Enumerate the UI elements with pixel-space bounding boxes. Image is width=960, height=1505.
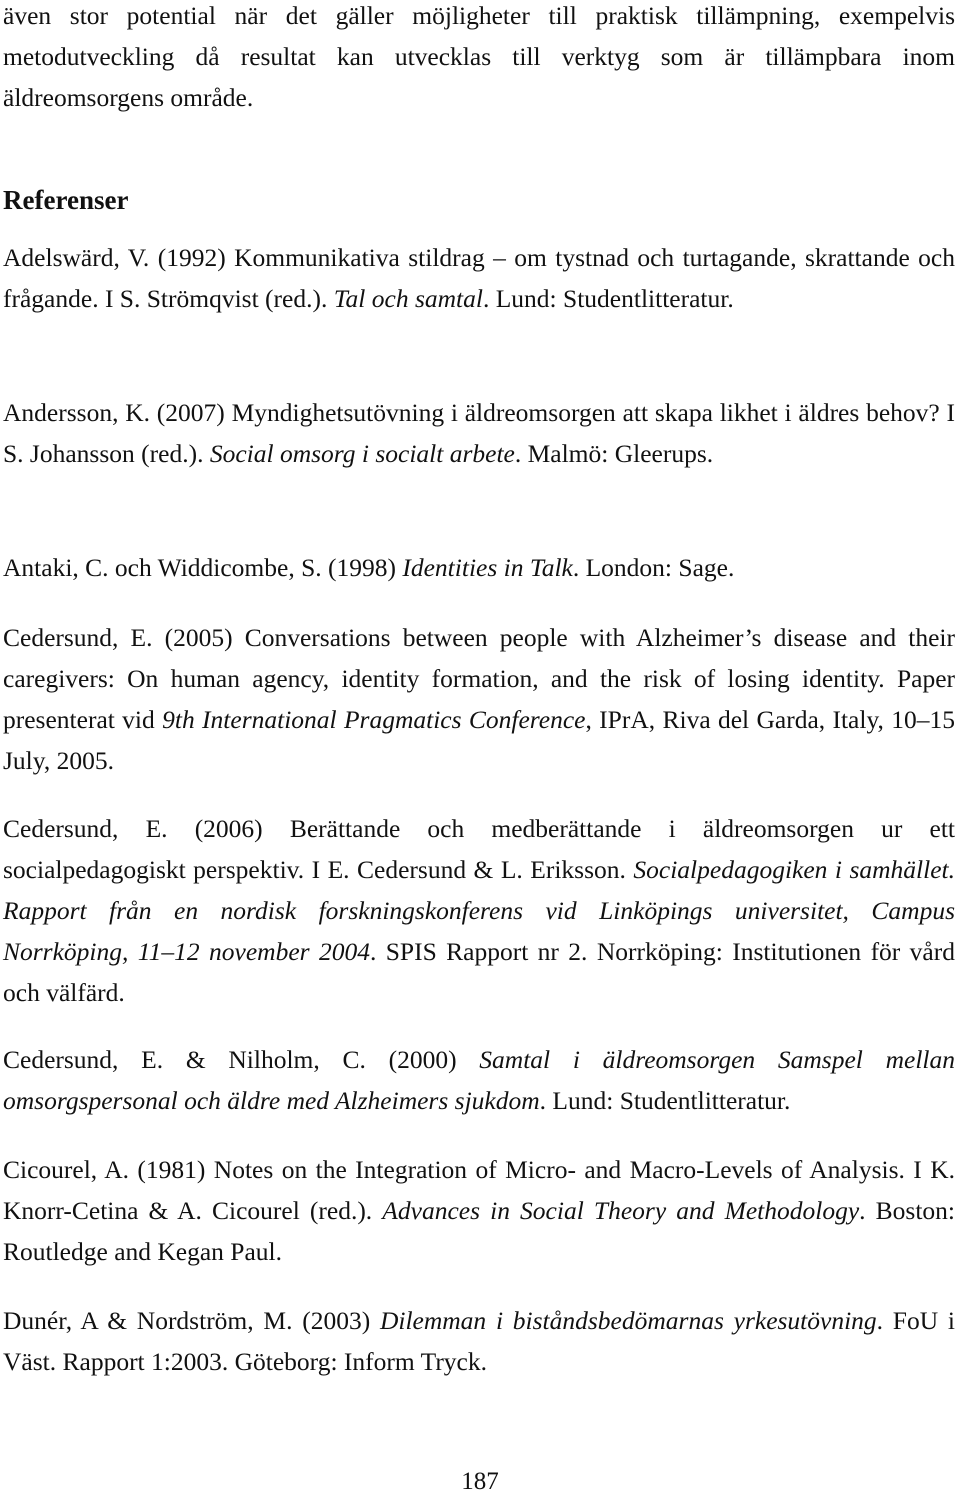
reference-title: Social omsorg i socialt arbete xyxy=(209,439,515,468)
reference-entry xyxy=(3,617,955,781)
reference-entry xyxy=(3,1039,955,1121)
reference-entry xyxy=(3,1149,955,1272)
reference-text: Dunér, A & Nordström, M. (2003) xyxy=(3,1306,380,1335)
reference-title: Samtal i äldreomsorgen Samspel mellan omsorgspersonal och äldre med Alzheimers sjukdom xyxy=(3,1045,955,1115)
intro-paragraph: även stor potential när det gäller möjligheter till praktisk tillämpning, exempelvis metodutveckling då resultat kan utvecklas till verktyg som är tillämpbara inom äldreomsorgens område. xyxy=(3,1,955,112)
reference-text: . London: Sage. xyxy=(572,553,735,582)
reference-text: Cicourel, A. (1981) Notes on the Integration of Micro- and Macro-Levels of Analysis. I K. Knorr-Cetina & A. Cicourel (red.). xyxy=(3,1155,955,1225)
reference-text: . Malmö: Gleerups. xyxy=(514,439,714,468)
reference-text: Cedersund, E. (2005) Conversations between people with Alzheimer’s disease and their caregivers: On human agency, identity formation, and the risk of losing identity. Paper presenterat vid xyxy=(3,623,955,734)
reference-text: . Lund: Studentlitteratur. xyxy=(482,284,734,313)
reference-title: Identities in Talk xyxy=(402,553,573,582)
reference-title: 9th International Pragmatics Conference xyxy=(162,705,586,734)
reference-title: Dilemman i biståndsbedömarnas yrkesutövning xyxy=(379,1306,877,1335)
reference-entry xyxy=(3,808,955,1013)
reference-title: Socialpedagogiken i samhället. Rapport från en nordisk forskningskonferens vid Linköpings universitet, Campus Norrköping, 11–12 november 2004 xyxy=(3,855,955,966)
reference-title: Tal och samtal xyxy=(333,284,483,313)
reference-entry xyxy=(3,392,955,474)
reference-text: Adelswärd, V. (1992) Kommunikativa stildrag – om tystnad och turtagande, skrattande och frågande. I S. Strömqvist (red.). xyxy=(3,243,955,313)
reference-text: Andersson, K. (2007) Myndighetsutövning i äldreomsorgen att skapa likhet i äldres behov? I S. Johansson (red.). xyxy=(3,398,955,468)
reference-entry xyxy=(3,237,955,319)
reference-text: Cedersund, E. (2006) Berättande och medberättande i äldreomsorgen ur ett socialpedagogiskt perspektiv. I E. Cedersund & L. Eriksson. xyxy=(3,814,955,884)
reference-text: , IPrA, Riva del Garda, Italy, 10–15 July, 2005. xyxy=(3,705,956,775)
references-heading: Referenser xyxy=(3,185,129,215)
page-number: 187 xyxy=(461,1468,499,1495)
reference-text: Cedersund, E. & Nilholm, C. (2000) xyxy=(3,1045,480,1074)
reference-text: . Boston: Routledge and Kegan Paul. xyxy=(3,1196,955,1266)
reference-text: Antaki, C. och Widdicombe, S. (1998) xyxy=(3,553,403,582)
reference-title: Advances in Social Theory and Methodology xyxy=(382,1196,860,1225)
reference-text: . Lund: Studentlitteratur. xyxy=(539,1086,791,1115)
reference-text: . FoU i Väst. Rapport 1:2003. Göteborg: Inform Tryck. xyxy=(3,1306,955,1376)
reference-entry xyxy=(3,1300,955,1382)
reference-text: . SPIS Rapport nr 2. Norrköping: Institutionen för vård och välfärd. xyxy=(3,937,955,1007)
reference-entry xyxy=(3,547,955,588)
